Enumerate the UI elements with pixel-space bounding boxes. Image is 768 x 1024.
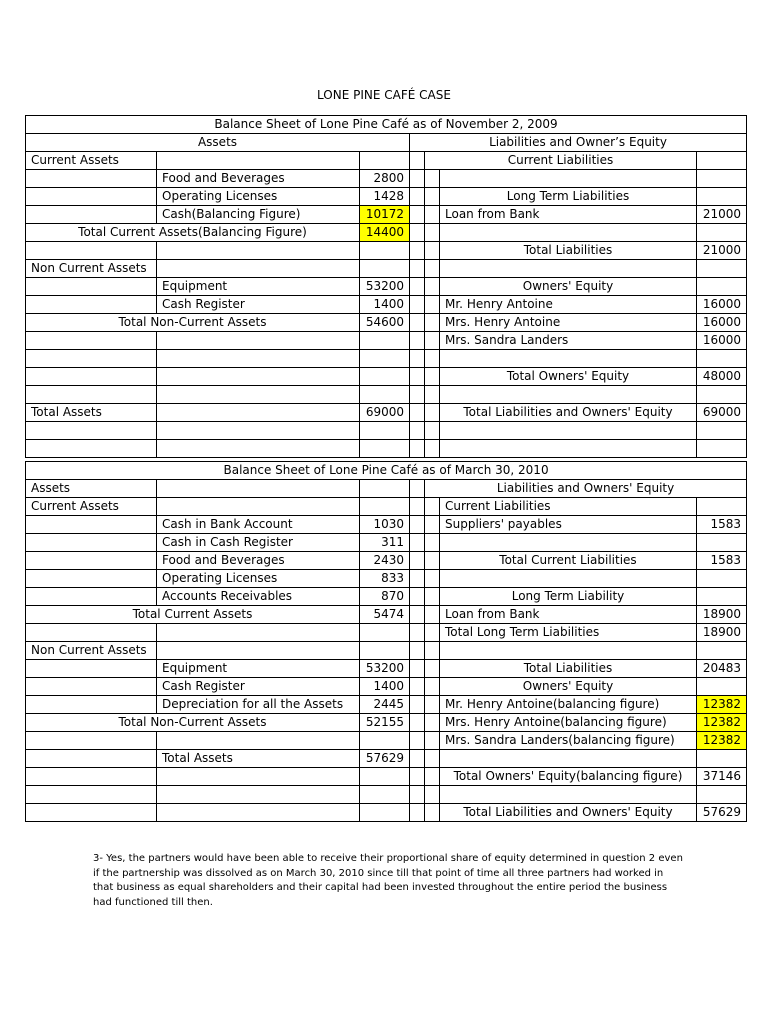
document-title: LONE PINE CAFÉ CASE xyxy=(317,88,451,102)
table-row xyxy=(26,170,747,188)
equity-value: 16000 xyxy=(697,314,747,332)
current-assets-label: Current Assets xyxy=(26,498,157,516)
total-owners-equity-value: 37146 xyxy=(697,768,747,786)
table-row xyxy=(26,624,747,642)
asset-label: Operating Licenses xyxy=(157,570,360,588)
asset-label: Cash Register xyxy=(157,678,360,696)
table-row xyxy=(26,642,747,660)
total-long-term-liabilities-label: Total Long Term Liabilities xyxy=(440,624,697,642)
table-row xyxy=(26,368,747,386)
total-liabilities-label: Total Liabilities xyxy=(440,660,697,678)
table-row xyxy=(26,440,747,458)
owners-equity-label: Owners' Equity xyxy=(440,278,697,296)
non-current-assets-label: Non Current Assets xyxy=(26,642,157,660)
table-row xyxy=(26,480,747,498)
table-row xyxy=(26,552,747,570)
table-row xyxy=(26,386,747,404)
total-liabilities-value: 21000 xyxy=(697,242,747,260)
asset-label: Food and Beverages xyxy=(157,170,360,188)
equity-value-highlighted: 12382 xyxy=(697,732,747,750)
total-liabilities-value: 20483 xyxy=(697,660,747,678)
table-row xyxy=(26,206,747,224)
asset-value: 870 xyxy=(360,588,410,606)
total-non-current-assets-value: 52155 xyxy=(360,714,410,732)
equity-label: Mrs. Sandra Landers xyxy=(440,332,697,350)
total-assets-value: 69000 xyxy=(360,404,410,422)
assets-header: Assets xyxy=(26,480,157,498)
asset-label: Accounts Receivables xyxy=(157,588,360,606)
liability-label: Suppliers' payables xyxy=(440,516,697,534)
asset-value: 1030 xyxy=(360,516,410,534)
table-row xyxy=(26,732,747,750)
asset-label: Equipment xyxy=(157,660,360,678)
equity-label: Mr. Henry Antoine xyxy=(440,296,697,314)
table-row xyxy=(26,278,747,296)
assets-header: Assets xyxy=(26,134,410,152)
total-current-liabilities-label: Total Current Liabilities xyxy=(440,552,697,570)
table-row xyxy=(26,242,747,260)
balance-sheet-2009 xyxy=(25,115,747,458)
liability-value: 21000 xyxy=(697,206,747,224)
table-row xyxy=(26,188,747,206)
asset-value: 833 xyxy=(360,570,410,588)
table-row xyxy=(26,296,747,314)
long-term-liabilities-label: Long Term Liabilities xyxy=(440,188,697,206)
table-row xyxy=(26,422,747,440)
current-liabilities-label: Current Liabilities xyxy=(440,498,697,516)
liabilities-equity-header: Liabilities and Owner’s Equity xyxy=(410,134,747,152)
owners-equity-label: Owners' Equity xyxy=(440,678,697,696)
table-row xyxy=(26,786,747,804)
asset-value: 2430 xyxy=(360,552,410,570)
total-non-current-assets-value: 54600 xyxy=(360,314,410,332)
table-row xyxy=(26,714,747,732)
answer-note: 3- Yes, the partners would have been able to receive their proportional share of equity determined in question 2 even if the partnership was dissolved as on March 30, 2010 since till that point of time all three partners had worked in that business as equal shareholders and their capital had been invested throughout the entire period the business had functioned till then. xyxy=(93,853,683,908)
equity-value: 16000 xyxy=(697,296,747,314)
asset-value: 53200 xyxy=(360,278,410,296)
asset-value: 1400 xyxy=(360,296,410,314)
total-owners-equity-value: 48000 xyxy=(697,368,747,386)
table-row xyxy=(26,224,747,242)
equity-label: Mrs. Henry Antoine(balancing figure) xyxy=(440,714,697,732)
table-row xyxy=(26,750,747,768)
liability-label: Loan from Bank xyxy=(440,206,697,224)
equity-value-highlighted: 12382 xyxy=(697,696,747,714)
total-current-assets-value: 5474 xyxy=(360,606,410,624)
asset-value: 53200 xyxy=(360,660,410,678)
table-row xyxy=(26,134,747,152)
current-liabilities-label: Current Liabilities xyxy=(425,152,697,170)
total-non-current-assets-label: Total Non-Current Assets xyxy=(26,314,360,332)
table-row xyxy=(26,314,747,332)
table-row xyxy=(26,152,747,170)
asset-label: Cash in Bank Account xyxy=(157,516,360,534)
total-current-liabilities-value: 1583 xyxy=(697,552,747,570)
asset-label: Equipment xyxy=(157,278,360,296)
table-row xyxy=(26,678,747,696)
asset-value: 311 xyxy=(360,534,410,552)
table-row xyxy=(26,462,747,480)
long-term-liability-label: Long Term Liability xyxy=(440,588,697,606)
table-row xyxy=(26,332,747,350)
liabilities-equity-header: Liabilities and Owners' Equity xyxy=(425,480,747,498)
balance-sheet-2010 xyxy=(25,461,747,822)
total-assets-label: Total Assets xyxy=(157,750,360,768)
table-row xyxy=(26,660,747,678)
table-row xyxy=(26,696,747,714)
total-liabilities-label: Total Liabilities xyxy=(440,242,697,260)
total-long-term-liabilities-value: 18900 xyxy=(697,624,747,642)
equity-label: Mrs. Henry Antoine xyxy=(440,314,697,332)
total-owners-equity-label: Total Owners' Equity(balancing figure) xyxy=(440,768,697,786)
liability-value: 18900 xyxy=(697,606,747,624)
asset-value: 2800 xyxy=(360,170,410,188)
total-liabilities-equity-label: Total Liabilities and Owners' Equity xyxy=(440,804,697,822)
total-liabilities-equity-value: 57629 xyxy=(697,804,747,822)
total-owners-equity-label: Total Owners' Equity xyxy=(440,368,697,386)
total-liabilities-equity-label: Total Liabilities and Owners' Equity xyxy=(440,404,697,422)
total-current-assets-value: 14400 xyxy=(360,224,410,242)
liability-label: Loan from Bank xyxy=(440,606,697,624)
sheet-heading: Balance Sheet of Lone Pine Café as of March 30, 2010 xyxy=(26,462,747,480)
equity-label: Mrs. Sandra Landers(balancing figure) xyxy=(440,732,697,750)
table-row xyxy=(26,516,747,534)
current-assets-label: Current Assets xyxy=(26,152,157,170)
asset-value: 1428 xyxy=(360,188,410,206)
equity-label: Mr. Henry Antoine(balancing figure) xyxy=(440,696,697,714)
total-assets-value: 57629 xyxy=(360,750,410,768)
table-row xyxy=(26,588,747,606)
table-row xyxy=(26,804,747,822)
table-row xyxy=(26,260,747,278)
table-row xyxy=(26,768,747,786)
asset-value-highlighted: 10172 xyxy=(360,206,410,224)
asset-label: Cash in Cash Register xyxy=(157,534,360,552)
asset-value: 2445 xyxy=(360,696,410,714)
asset-label: Operating Licenses xyxy=(157,188,360,206)
asset-label: Cash(Balancing Figure) xyxy=(157,206,360,224)
total-assets-label: Total Assets xyxy=(26,404,157,422)
table-row xyxy=(26,534,747,552)
equity-value-highlighted: 12382 xyxy=(697,714,747,732)
table-row xyxy=(26,498,747,516)
asset-label: Food and Beverages xyxy=(157,552,360,570)
table-row xyxy=(26,116,747,134)
table-row xyxy=(26,570,747,588)
sheet-heading: Balance Sheet of Lone Pine Café as of November 2, 2009 xyxy=(26,116,747,134)
asset-label: Cash Register xyxy=(157,296,360,314)
liability-value: 1583 xyxy=(697,516,747,534)
total-current-assets-label: Total Current Assets xyxy=(26,606,360,624)
asset-label: Depreciation for all the Assets xyxy=(157,696,360,714)
total-liabilities-equity-value: 69000 xyxy=(697,404,747,422)
total-current-assets-label: Total Current Assets(Balancing Figure) xyxy=(26,224,360,242)
total-non-current-assets-label: Total Non-Current Assets xyxy=(26,714,360,732)
table-row xyxy=(26,350,747,368)
equity-value: 16000 xyxy=(697,332,747,350)
table-row xyxy=(26,606,747,624)
non-current-assets-label: Non Current Assets xyxy=(26,260,157,278)
asset-value: 1400 xyxy=(360,678,410,696)
table-row xyxy=(26,404,747,422)
